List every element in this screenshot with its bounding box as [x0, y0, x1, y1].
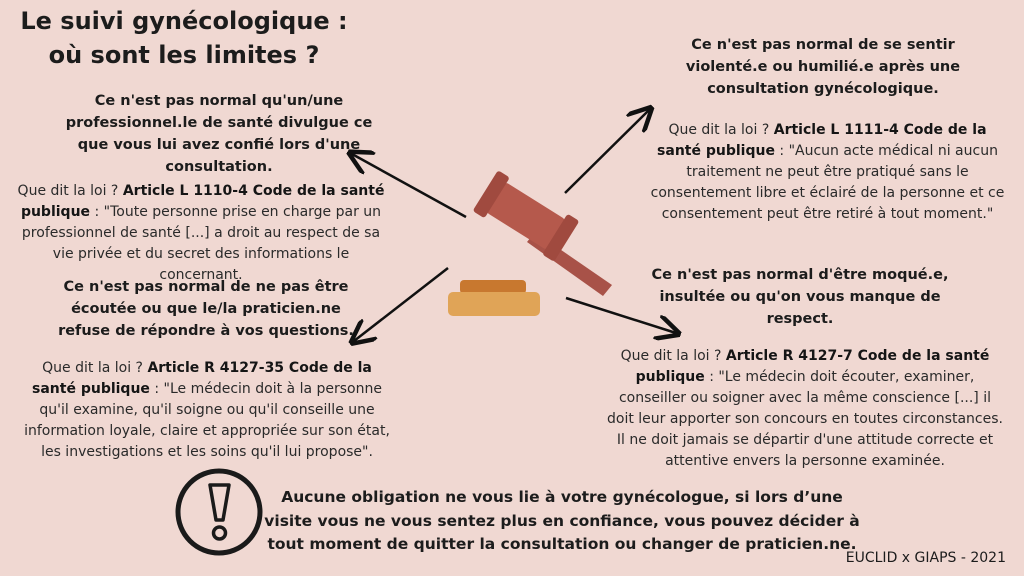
block-confidentiality [60, 90, 378, 178]
block-heading: Ce n'est pas normal qu'un/une professionnel.le de santé divulgue ce que vous lui avez confié lors d'une consultation. [65, 93, 373, 175]
law-text: : "Le médecin doit à la personne qu'il examine, qu'il soigne ou qu'il conseille une information loyale, claire et appropriée sur son état, les investigations et les soins qu'il lui propose". [24, 381, 390, 460]
footer-message: Aucune obligation ne vous lie à votre gynécologue, si lors d’une visite vous ne vous sentez plus en confiance, vous pouvez décider à tout moment de quitter la consultation ou changer de praticien.ne. [264, 488, 860, 553]
title-line-1: Le suivi gynécologique : [20, 7, 348, 35]
credit-text: EUCLID x GIAPS - 2021 [845, 550, 1006, 566]
law-prefix: Que dit la loi ? [17, 183, 119, 199]
law-listening [18, 358, 396, 463]
block-heading: Ce n'est pas normal de se sentir violenté.e ou humilié.e après une consultation gynécologique. [685, 37, 961, 97]
block-listening [50, 276, 362, 342]
block-respect [650, 264, 950, 330]
law-text: : "Aucun acte médical ni aucun traitement ne peut être pratiqué sans le consentement libre et éclairé de la personne et ce consentement peut être retiré à tout moment." [650, 143, 1005, 222]
law-article: Article R 4127-35 Code de la santé publique [32, 360, 372, 397]
law-respect [606, 346, 1004, 472]
law-prefix: Que dit la loi ? [620, 348, 722, 364]
law-prefix: Que dit la loi ? [42, 360, 143, 376]
page-title [14, 4, 354, 72]
title-line-2: où sont les limites ? [48, 41, 320, 69]
block-heading: Ce n'est pas normal de ne pas être écoutée ou que le/la praticien.ne refuse de répondre à vos questions. [58, 279, 354, 339]
exclamation-icon [178, 471, 260, 553]
law-article: Article L 1111-4 Code de la santé publique [657, 122, 987, 159]
gavel-icon [448, 170, 612, 316]
law-consent [650, 120, 1005, 225]
law-text: : "Le médecin doit écouter, examiner, conseiller ou soigner avec la même conscience [...] il doit leur apporter son concours en toutes circonstances. Il ne doit jamais se départir d'une attitude correcte et attentive envers la personne examinée. [607, 369, 1003, 469]
block-consent [678, 34, 968, 100]
law-prefix: Que dit la loi ? [668, 122, 770, 138]
law-article: Article L 1110-4 Code de la santé publique [20, 183, 385, 220]
law-article: Article R 4127-7 Code de la santé publique [635, 348, 990, 385]
block-heading: Ce n'est pas normal d'être moqué.e, insultée ou qu'on vous manque de respect. [651, 267, 949, 327]
law-text: : "Toute personne prise en charge par un professionnel de santé [...] a droit au respect de sa vie privée et du secret des informations le concernant. [21, 204, 382, 283]
law-confidentiality [16, 181, 386, 286]
arrow-top-right [565, 110, 649, 193]
